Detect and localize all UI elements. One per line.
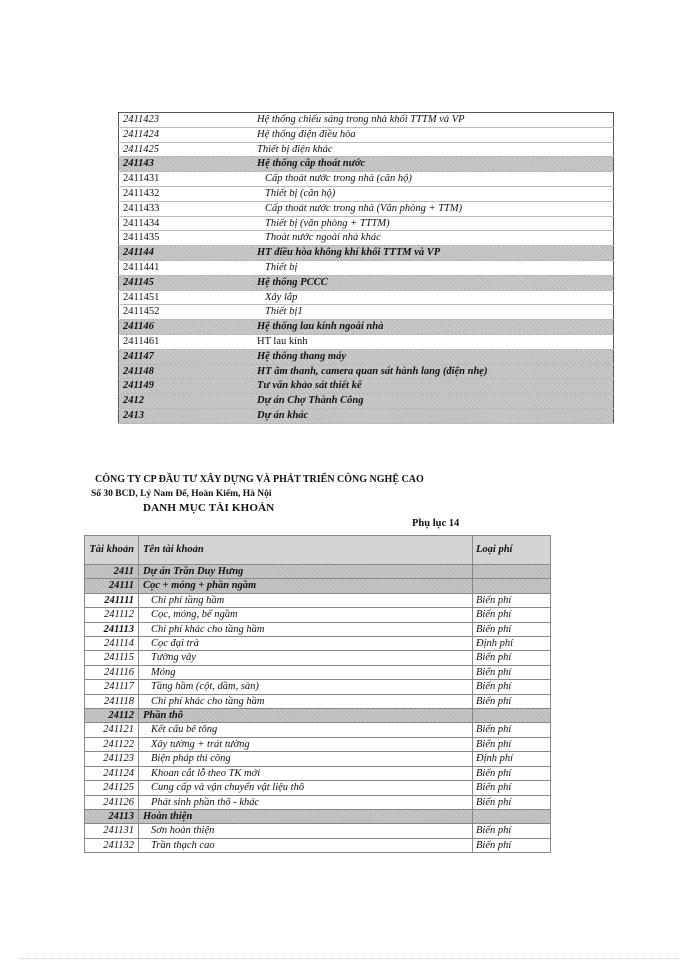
- table-row: [85, 579, 551, 593]
- account-code: 24112: [85, 709, 139, 723]
- account-code: 241112: [85, 608, 139, 622]
- account-name: Thiết bị (căn hộ): [253, 186, 614, 201]
- account-code: 2411423: [119, 113, 254, 128]
- table-row: [119, 320, 614, 335]
- account-name: Cọc đại trà: [139, 637, 473, 651]
- account-code: 241147: [119, 349, 254, 364]
- fee-type: [473, 579, 551, 593]
- table-row: [85, 709, 551, 723]
- account-name: Thiết bị điện khác: [253, 142, 614, 157]
- table-row: [85, 737, 551, 751]
- account-code: 2411441: [119, 260, 254, 275]
- company-name: CÔNG TY CP ĐẦU TƯ XÂY DỰNG VÀ PHÁT TRIỂN CÔNG NGHỆ CAO: [95, 474, 424, 485]
- account-name: Thiết bị (văn phòng + TTTM): [253, 216, 614, 231]
- company-address: Số 30 BCD, Lý Nam Đế, Hoàn Kiếm, Hà Nội: [91, 489, 272, 499]
- account-code: 2411432: [119, 186, 254, 201]
- account-code: 2411: [85, 565, 139, 579]
- fee-type: [473, 565, 551, 579]
- table-row: [85, 838, 551, 852]
- fee-type: Định phí: [473, 637, 551, 651]
- account-name: Biện pháp thi công: [139, 752, 473, 766]
- account-catalog-table: [84, 535, 551, 853]
- account-code: 241148: [119, 364, 254, 379]
- table-row: [85, 622, 551, 636]
- fee-type: Định phí: [473, 752, 551, 766]
- account-catalog-body: [85, 565, 551, 853]
- account-name: Kết cấu bê tông: [139, 723, 473, 737]
- table-row: [119, 127, 614, 142]
- account-name: Phát sinh phần thô - khác: [139, 795, 473, 809]
- table-row: [85, 809, 551, 823]
- account-code: 2411452: [119, 305, 254, 320]
- account-code: 241116: [85, 665, 139, 679]
- account-code: 24111: [85, 579, 139, 593]
- table-row: [119, 142, 614, 157]
- table-row: [85, 608, 551, 622]
- fee-type: Biến phí: [473, 795, 551, 809]
- fee-type: Biến phí: [473, 737, 551, 751]
- account-table-continued: [118, 112, 614, 424]
- account-code: 241123: [85, 752, 139, 766]
- table-row: [119, 305, 614, 320]
- table-row: [119, 216, 614, 231]
- account-code: 2411451: [119, 290, 254, 305]
- fee-type: [473, 709, 551, 723]
- table-row: [119, 364, 614, 379]
- table-row: [119, 113, 614, 128]
- account-name: Tư vấn khảo sát thiết kế: [253, 379, 614, 394]
- fee-type: [473, 809, 551, 823]
- account-name: Hệ thống điện điều hòa: [253, 127, 614, 142]
- table-header-row: [85, 536, 551, 565]
- table-row: [85, 781, 551, 795]
- account-code: 2411461: [119, 334, 254, 349]
- account-code: 241143: [119, 157, 254, 172]
- account-code: 241118: [85, 694, 139, 708]
- table-row: [119, 186, 614, 201]
- account-name: Xây lắp: [253, 290, 614, 305]
- account-name: Cọc + móng + phần ngầm: [139, 579, 473, 593]
- account-name: Hệ thống chiếu sáng trong nhà khối TTTM và VP: [253, 113, 614, 128]
- table-row: [119, 275, 614, 290]
- account-name: Cấp thoát nước trong nhà (căn hộ): [253, 172, 614, 187]
- account-name: Hệ thống cấp thoát nước: [253, 157, 614, 172]
- account-code: 2412: [119, 394, 254, 409]
- fee-type: Biến phí: [473, 824, 551, 838]
- account-name: Dự án Trần Duy Hưng: [139, 565, 473, 579]
- fee-type: Biến phí: [473, 651, 551, 665]
- account-name: Hệ thống thang máy: [253, 349, 614, 364]
- account-code: 241124: [85, 766, 139, 780]
- account-code: 2411431: [119, 172, 254, 187]
- account-name: Chi phí tầng hầm: [139, 593, 473, 607]
- fee-type: Biến phí: [473, 593, 551, 607]
- account-name: Cọc, móng, bể ngầm: [139, 608, 473, 622]
- account-code: 241149: [119, 379, 254, 394]
- fee-type: Biến phí: [473, 622, 551, 636]
- account-name: Chi phí khác cho tầng hầm: [139, 622, 473, 636]
- column-header-fee-type: Loại phí: [473, 536, 551, 565]
- table-row: [119, 349, 614, 364]
- table-row: [119, 231, 614, 246]
- account-code: 241144: [119, 246, 254, 261]
- account-name: Sơn hoàn thiện: [139, 824, 473, 838]
- document-title: DANH MỤC TÀI KHOẢN: [143, 502, 275, 514]
- page-bottom-divider: [20, 958, 680, 959]
- table-row: [85, 824, 551, 838]
- fee-type: Biến phí: [473, 723, 551, 737]
- account-code: 2411434: [119, 216, 254, 231]
- table-row: [85, 565, 551, 579]
- table-row: [119, 394, 614, 409]
- table-row: [85, 593, 551, 607]
- account-name: Dự án Chợ Thành Công: [253, 394, 614, 409]
- table-row: [85, 723, 551, 737]
- account-name: Cấp thoát nước trong nhà (Văn phòng + TTM): [253, 201, 614, 216]
- column-header-account-name: Tên tài khoản: [139, 536, 473, 565]
- account-code: 241117: [85, 680, 139, 694]
- account-code: 2411433: [119, 201, 254, 216]
- account-name: Hoàn thiện: [139, 809, 473, 823]
- account-code: 241115: [85, 651, 139, 665]
- account-code: 241132: [85, 838, 139, 852]
- account-name: Phần thô: [139, 709, 473, 723]
- table-row: [119, 201, 614, 216]
- table-row: [119, 246, 614, 261]
- account-code: 2411435: [119, 231, 254, 246]
- table-row: [119, 172, 614, 187]
- account-name: Móng: [139, 665, 473, 679]
- account-code: 241145: [119, 275, 254, 290]
- table-row: [119, 334, 614, 349]
- fee-type: Biến phí: [473, 838, 551, 852]
- account-name: Dự án khác: [253, 408, 614, 423]
- table-row: [85, 651, 551, 665]
- account-name: Xây tường + trát tường: [139, 737, 473, 751]
- account-name: Tường vây: [139, 651, 473, 665]
- account-table-continued-body: [119, 113, 614, 424]
- fee-type: Biến phí: [473, 608, 551, 622]
- account-code: 241122: [85, 737, 139, 751]
- account-name: Thiết bị: [253, 260, 614, 275]
- account-name: HT âm thanh, camera quan sát hành lang (điện nhẹ): [253, 364, 614, 379]
- account-code: 241125: [85, 781, 139, 795]
- account-name: HT điều hòa không khí khối TTTM và VP: [253, 246, 614, 261]
- account-code: 241131: [85, 824, 139, 838]
- table-row: [85, 752, 551, 766]
- account-name: Trần thạch cao: [139, 838, 473, 852]
- table-row: [85, 665, 551, 679]
- account-code: 24113: [85, 809, 139, 823]
- account-name: Chi phí khác cho tầng hầm: [139, 694, 473, 708]
- appendix-label: Phụ lục 14: [412, 518, 460, 529]
- fee-type: Biến phí: [473, 665, 551, 679]
- account-name: Hệ thống PCCC: [253, 275, 614, 290]
- table-row: [119, 260, 614, 275]
- table-row: [85, 680, 551, 694]
- table-row: [85, 766, 551, 780]
- account-name: Tầng hầm (cột, dầm, sàn): [139, 680, 473, 694]
- account-code: 2413: [119, 408, 254, 423]
- account-name: Hệ thống lau kính ngoài nhà: [253, 320, 614, 335]
- account-code: 241111: [85, 593, 139, 607]
- account-code: 241126: [85, 795, 139, 809]
- table-row: [119, 379, 614, 394]
- account-code: 241114: [85, 637, 139, 651]
- fee-type: Biến phí: [473, 694, 551, 708]
- table-row: [85, 795, 551, 809]
- account-name: HT lau kính: [253, 334, 614, 349]
- table-row: [119, 157, 614, 172]
- fee-type: Biến phí: [473, 766, 551, 780]
- fee-type: Biến phí: [473, 781, 551, 795]
- column-header-account: Tài khoản: [85, 536, 139, 565]
- fee-type: Biến phí: [473, 680, 551, 694]
- account-code: 241146: [119, 320, 254, 335]
- table-row: [119, 290, 614, 305]
- account-code: 2411424: [119, 127, 254, 142]
- table-row: [85, 637, 551, 651]
- account-code: 241121: [85, 723, 139, 737]
- account-name: Khoan cắt lỗ theo TK mới: [139, 766, 473, 780]
- account-name: Cung cấp và vận chuyển vật liệu thô: [139, 781, 473, 795]
- table-row: [119, 408, 614, 423]
- account-code: 241113: [85, 622, 139, 636]
- account-name: Thoát nước ngoài nhà khác: [253, 231, 614, 246]
- account-name: Thiết bị1: [253, 305, 614, 320]
- account-code: 2411425: [119, 142, 254, 157]
- table-row: [85, 694, 551, 708]
